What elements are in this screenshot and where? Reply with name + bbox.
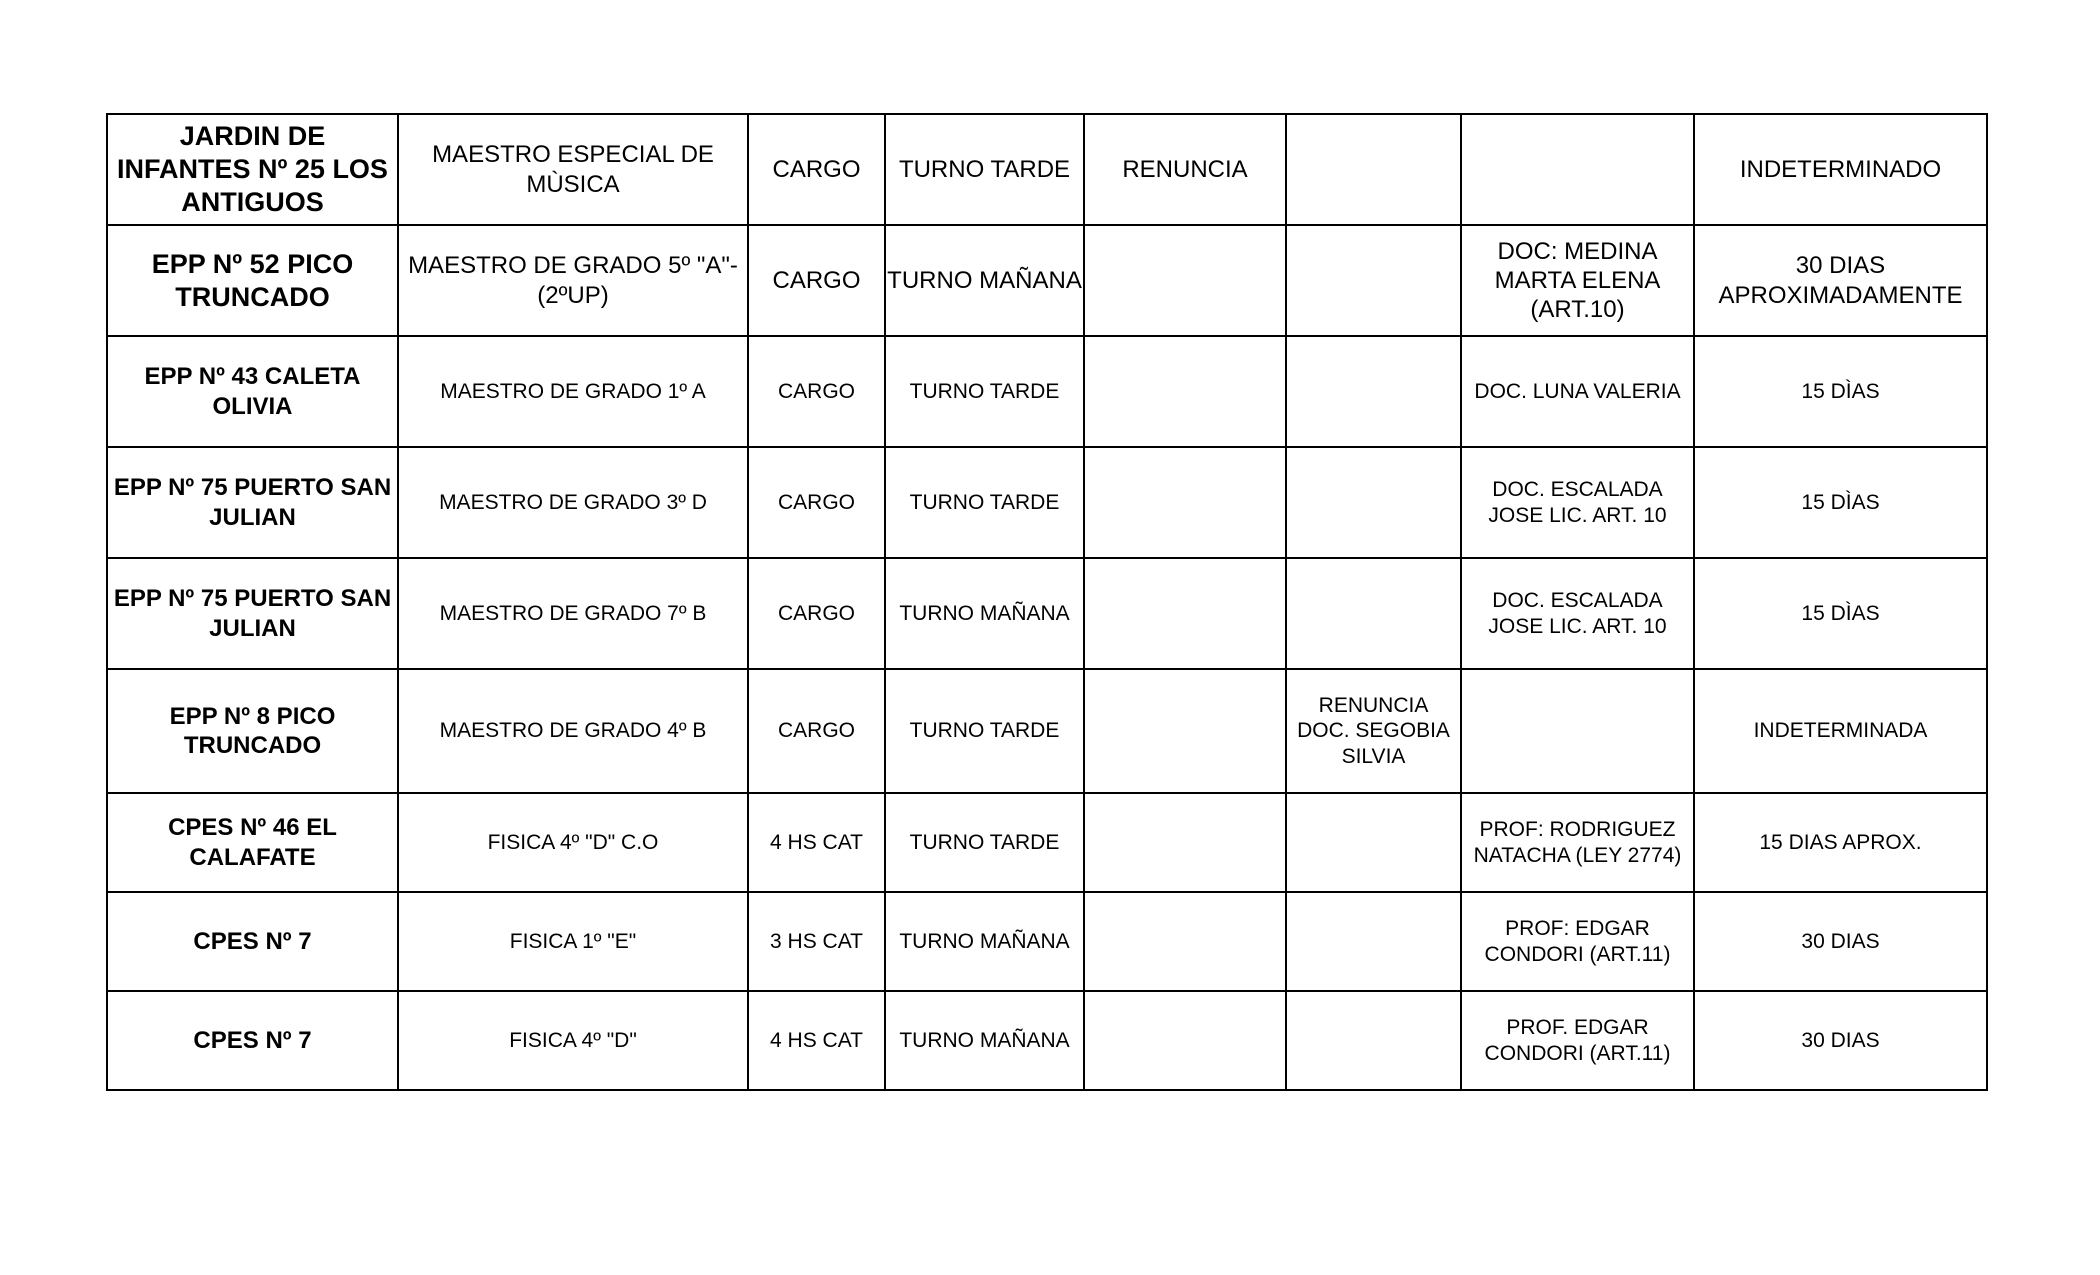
position-cell: FISICA 4º "D" [398,991,748,1090]
reason-cell [1084,225,1286,336]
duration-cell: 30 DIAS [1694,991,1987,1090]
replaces-cell: DOC. ESCALADA JOSE LIC. ART. 10 [1461,447,1694,558]
duration-cell: 30 DIAS [1694,892,1987,991]
duration-cell: INDETERMINADA [1694,669,1987,793]
shift-cell: TURNO TARDE [885,447,1084,558]
shift-cell: TURNO TARDE [885,793,1084,892]
reason-cell [1084,793,1286,892]
shift-cell: TURNO MAÑANA [885,225,1084,336]
institution-cell: EPP Nº 8 PICO TRUNCADO [107,669,398,793]
duration-cell: INDETERMINADO [1694,114,1987,225]
type-cell: CARGO [748,669,885,793]
shift-cell: TURNO TARDE [885,114,1084,225]
replaces-cell: PROF: RODRIGUEZ NATACHA (LEY 2774) [1461,793,1694,892]
position-cell: MAESTRO ESPECIAL DE MÙSICA [398,114,748,225]
type-cell: CARGO [748,447,885,558]
replaces-cell [1461,114,1694,225]
position-cell: MAESTRO DE GRADO 7º B [398,558,748,669]
note-cell [1286,336,1461,447]
type-cell: CARGO [748,336,885,447]
note-cell [1286,447,1461,558]
reason-cell [1084,669,1286,793]
replaces-cell: PROF: EDGAR CONDORI (ART.11) [1461,892,1694,991]
note-cell: RENUNCIA DOC. SEGOBIA SILVIA [1286,669,1461,793]
institution-cell: JARDIN DE INFANTES Nº 25 LOS ANTIGUOS [107,114,398,225]
position-cell: MAESTRO DE GRADO 4º B [398,669,748,793]
type-cell: 3 HS CAT [748,892,885,991]
note-cell [1286,892,1461,991]
reason-cell [1084,991,1286,1090]
position-cell: FISICA 4º "D" C.O [398,793,748,892]
institution-cell: EPP Nº 43 CALETA OLIVIA [107,336,398,447]
note-cell [1286,114,1461,225]
duration-cell: 30 DIAS APROXIMADAMENTE [1694,225,1987,336]
institution-cell: CPES Nº 46 EL CALAFATE [107,793,398,892]
institution-cell: EPP Nº 75 PUERTO SAN JULIAN [107,447,398,558]
reason-cell [1084,447,1286,558]
reason-cell [1084,558,1286,669]
institution-cell: EPP Nº 75 PUERTO SAN JULIAN [107,558,398,669]
table-row [107,892,1987,991]
duration-cell: 15 DIAS APROX. [1694,793,1987,892]
position-cell: MAESTRO DE GRADO 5º "A"-(2ºUP) [398,225,748,336]
shift-cell: TURNO MAÑANA [885,558,1084,669]
reason-cell [1084,892,1286,991]
table-row [107,336,1987,447]
note-cell [1286,991,1461,1090]
type-cell: CARGO [748,558,885,669]
shift-cell: TURNO TARDE [885,669,1084,793]
duration-cell: 15 DÌAS [1694,336,1987,447]
position-cell: FISICA 1º "E" [398,892,748,991]
replaces-cell: DOC: MEDINA MARTA ELENA (ART.10) [1461,225,1694,336]
institution-cell: CPES Nº 7 [107,991,398,1090]
table-row [107,225,1987,336]
duration-cell: 15 DÌAS [1694,558,1987,669]
institution-cell: EPP Nº 52 PICO TRUNCADO [107,225,398,336]
position-cell: MAESTRO DE GRADO 3º D [398,447,748,558]
type-cell: 4 HS CAT [748,991,885,1090]
shift-cell: TURNO MAÑANA [885,991,1084,1090]
duration-cell: 15 DÌAS [1694,447,1987,558]
table-row [107,558,1987,669]
type-cell: CARGO [748,225,885,336]
note-cell [1286,558,1461,669]
table-row [107,793,1987,892]
note-cell [1286,225,1461,336]
table-row [107,447,1987,558]
vacancies-table [106,113,1988,1091]
replaces-cell [1461,669,1694,793]
reason-cell: RENUNCIA [1084,114,1286,225]
replaces-cell: DOC. ESCALADA JOSE LIC. ART. 10 [1461,558,1694,669]
institution-cell: CPES Nº 7 [107,892,398,991]
type-cell: CARGO [748,114,885,225]
replaces-cell: DOC. LUNA VALERIA [1461,336,1694,447]
shift-cell: TURNO TARDE [885,336,1084,447]
table-row [107,991,1987,1090]
shift-cell: TURNO MAÑANA [885,892,1084,991]
type-cell: 4 HS CAT [748,793,885,892]
replaces-cell: PROF. EDGAR CONDORI (ART.11) [1461,991,1694,1090]
position-cell: MAESTRO DE GRADO 1º A [398,336,748,447]
table-row [107,669,1987,793]
table-row [107,114,1987,225]
note-cell [1286,793,1461,892]
reason-cell [1084,336,1286,447]
